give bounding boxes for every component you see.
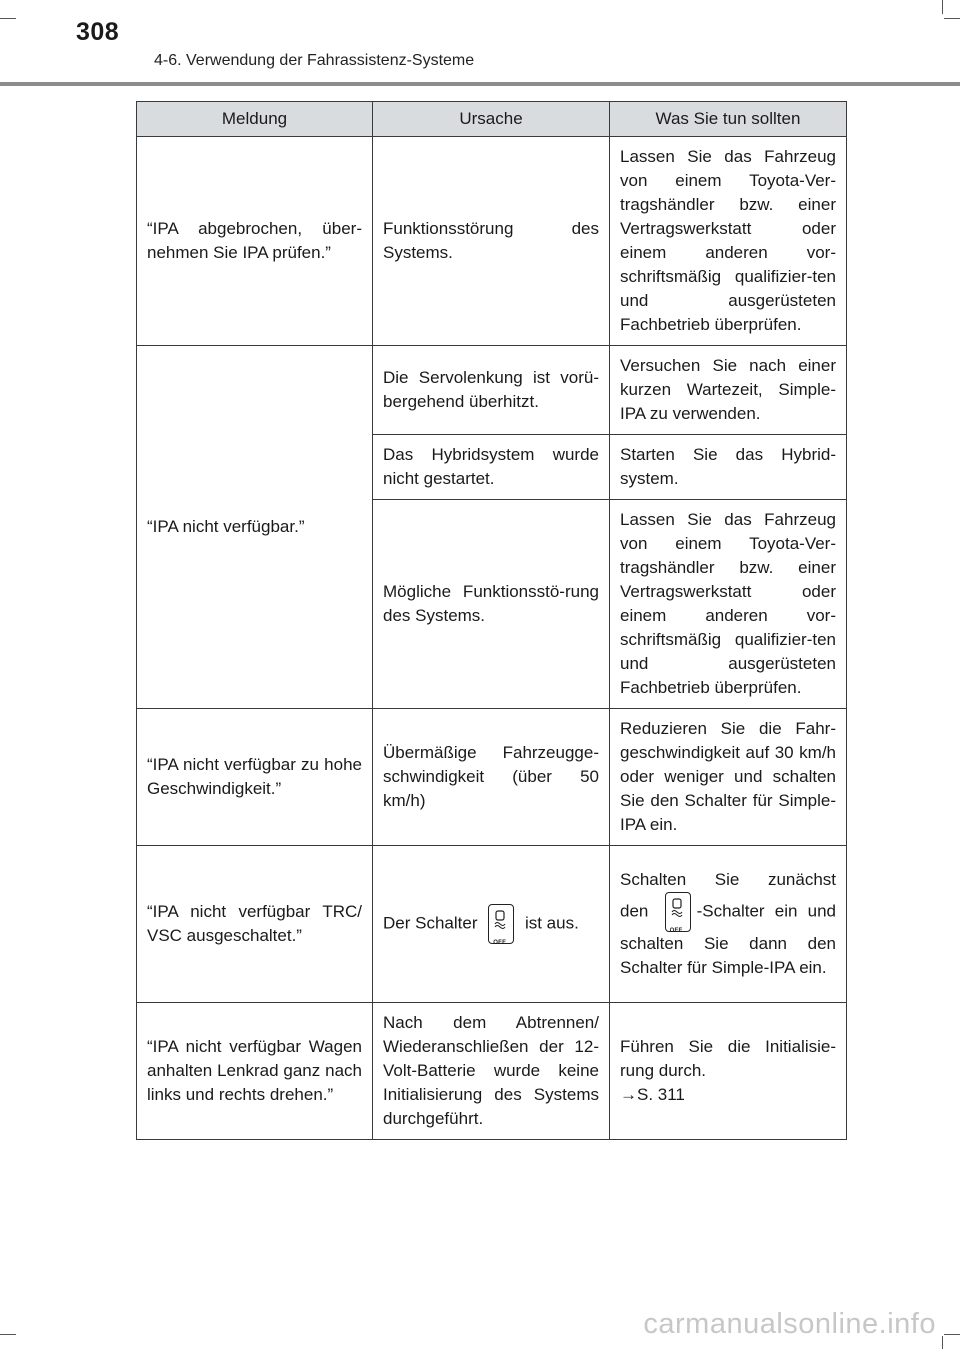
table-row xyxy=(137,846,847,1003)
aktion-text-after: -Schalter ein und schalten Sie dann den Schalter für Simple-IPA ein. xyxy=(620,901,836,977)
section-title: 4-6. Verwendung der Fahrassistenz-Systeme xyxy=(154,52,475,69)
aktion-cell: Lassen Sie das Fahrzeug von einem Toyota-Ver-tragshändler bzw. einer Vertragswerkstatt oder einem anderen vor-schriftsmäßig qualifizier-ten und ausgerüsteten Fachbetrieb überprüfen. xyxy=(610,137,847,346)
crop-mark xyxy=(942,0,943,14)
aktion-cell xyxy=(610,846,847,1003)
table-row xyxy=(137,709,847,846)
table-row xyxy=(137,137,847,346)
vsc-off-switch-icon xyxy=(488,904,514,944)
icon-off-label: OFF xyxy=(493,940,507,946)
crop-mark xyxy=(944,1334,960,1335)
aktion-cell: Starten Sie das Hybrid-system. xyxy=(610,435,847,500)
ursache-cell: Die Servolenkung ist vorü-bergehend überhitzt. xyxy=(373,346,610,435)
message-table xyxy=(136,101,847,1140)
meldung-cell: “IPA nicht verfügbar.” xyxy=(137,346,373,709)
meldung-cell: “IPA abgebrochen, über-nehmen Sie IPA prüfen.” xyxy=(137,137,373,346)
ursache-cell: Mögliche Funktionsstö-rung des Systems. xyxy=(373,500,610,709)
watermark: carmanualsonline.info xyxy=(643,1308,936,1340)
aktion-cell xyxy=(610,1003,847,1140)
ursache-text-before: Der Schalter xyxy=(383,913,478,933)
header-divider xyxy=(0,82,960,86)
vsc-off-switch-icon xyxy=(665,892,691,932)
ursache-cell: Übermäßige Fahrzeugge-schwindigkeit (über 50 km/h) xyxy=(373,709,610,846)
crop-mark xyxy=(0,18,16,19)
icon-off-label: OFF xyxy=(669,928,683,934)
crop-mark xyxy=(944,18,960,19)
table-header-row xyxy=(137,102,847,137)
aktion-cell: Reduzieren Sie die Fahr-geschwindigkeit auf 30 km/h oder weniger und schalten Sie den Schalter für Simple-IPA ein. xyxy=(610,709,847,846)
page-reference-link[interactable]: →S. 311 xyxy=(620,1085,685,1104)
ursache-cell: Funktionsstörung des Systems. xyxy=(373,137,610,346)
crop-mark xyxy=(0,1334,16,1335)
aktion-cell: Lassen Sie das Fahrzeug von einem Toyota-Ver-tragshändler bzw. einer Vertragswerkstatt oder einem anderen vor-schriftsmäßig qualifizier-ten und ausgerüsteten Fachbetrieb überprüfen. xyxy=(610,500,847,709)
ursache-cell: Nach dem Abtrennen/ Wiederanschließen der 12-Volt-Batterie wurde keine Initialisierung des Systems durchgeführt. xyxy=(373,1003,610,1140)
ursache-text-after: ist aus. xyxy=(524,913,579,933)
column-header-aktion: Was Sie tun sollten xyxy=(610,102,847,137)
table-row xyxy=(137,346,847,435)
ursache-cell xyxy=(373,846,610,1003)
meldung-cell: “IPA nicht verfügbar zu hohe Geschwindigkeit.” xyxy=(137,709,373,846)
column-header-ursache: Ursache xyxy=(373,102,610,137)
crop-mark xyxy=(942,1336,943,1349)
aktion-text-before: den xyxy=(620,901,649,921)
meldung-cell: “IPA nicht verfügbar TRC/ VSC ausgeschaltet.” xyxy=(137,846,373,1003)
ursache-cell: Das Hybridsystem wurde nicht gestartet. xyxy=(373,435,610,500)
aktion-text: Führen Sie die Initialisie-rung durch. xyxy=(620,1037,836,1080)
aktion-line1: Schalten Sie zunächst xyxy=(620,870,836,889)
column-header-meldung: Meldung xyxy=(137,102,373,137)
page-number: 308 xyxy=(76,18,120,46)
table-row xyxy=(137,1003,847,1140)
aktion-cell: Versuchen Sie nach einer kurzen Wartezeit, Simple-IPA zu verwenden. xyxy=(610,346,847,435)
meldung-cell: “IPA nicht verfügbar Wagen anhalten Lenkrad ganz nach links und rechts drehen.” xyxy=(137,1003,373,1140)
